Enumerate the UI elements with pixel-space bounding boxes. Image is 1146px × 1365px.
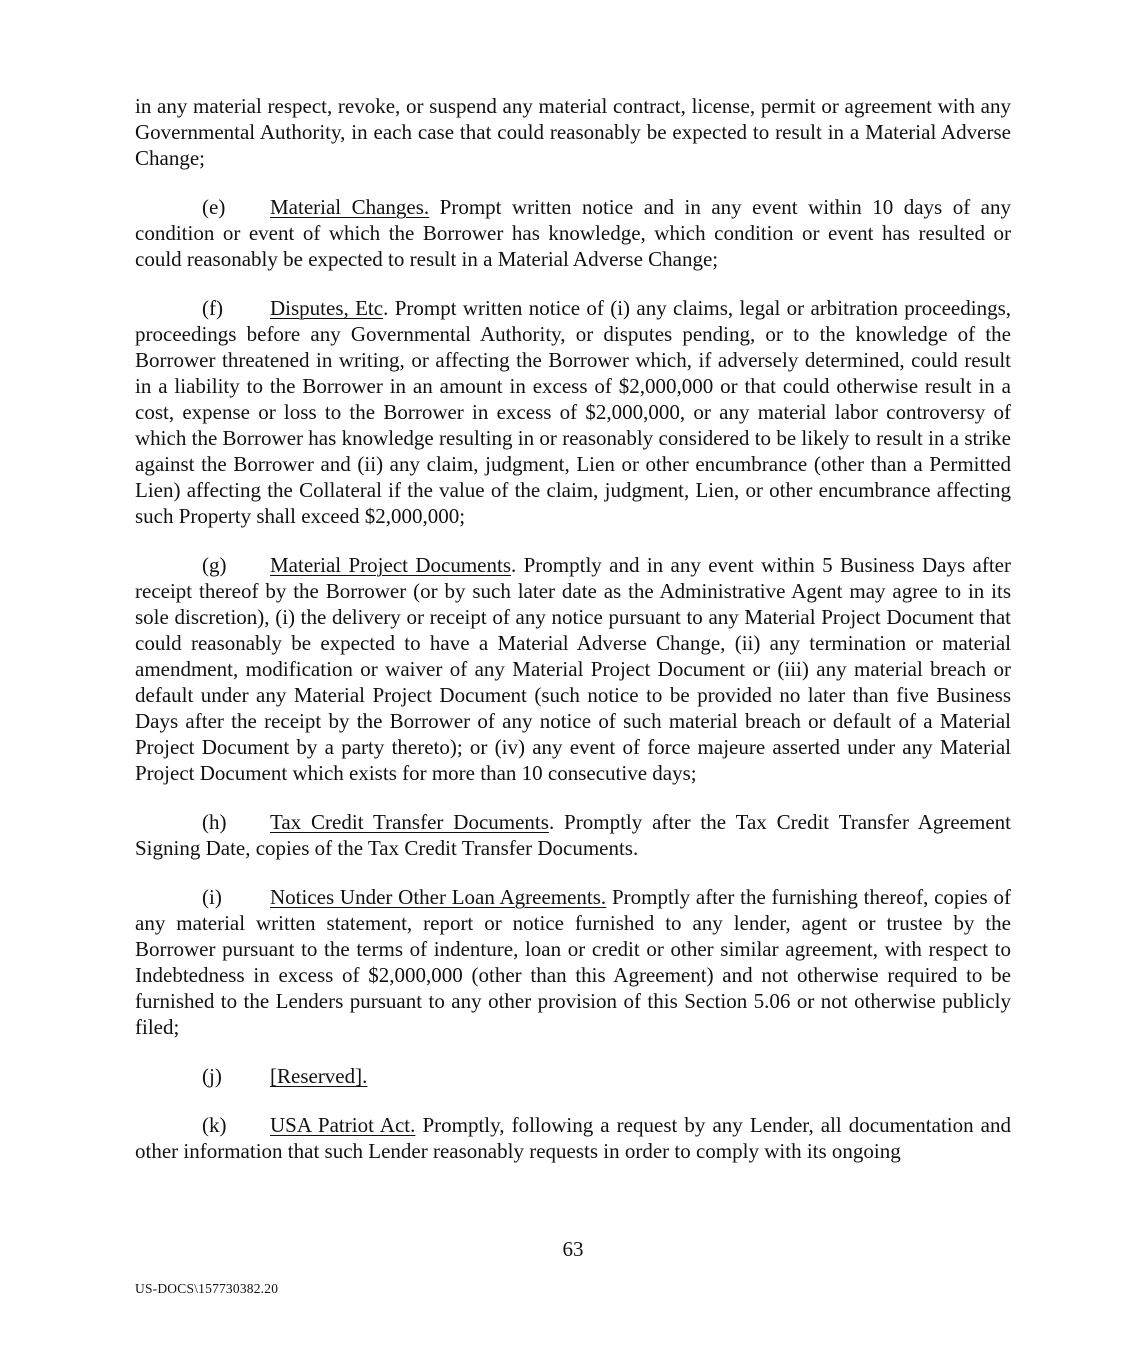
section-h [135,809,1011,861]
section-body: . Promptly and in any event within 5 Business Days after receipt thereof by the Borrower (or by such later date as the Administrative Agent may agree to in its sole discretion), (i) the delivery or receipt of any notice pursuant to any Material Project Document that could reasonably be expected to have a Material Adverse Change, (ii) any termination or material amendment, modification or waiver of any Material Project Document or (iii) any material breach or default under any Material Project Document (such notice to be provided no later than five Business Days after the receipt by the Borrower of any notice of such material breach or default of a Material Project Document by a party thereto); or (iv) any event of force majeure asserted under any Material Project Document which exists for more than 10 consecutive days; [135,553,1011,785]
section-label: (g) [202,553,227,577]
section-body: . Promptly after the Tax Credit Transfer Agreement Signing Date, copies of the Tax Credit Transfer Documents. [135,810,1011,860]
section-label: (k) [202,1113,227,1137]
section-heading: USA Patriot Act. [270,1113,416,1137]
section-label: (e) [202,195,226,219]
document-body [135,93,1011,1187]
page-number: 63 [562,1237,584,1261]
document-id: US-DOCS\157730382.20 [135,1281,279,1296]
section-body: . Prompt written notice of (i) any claims, legal or arbitration proceedings, proceedings before any Governmental Authority, or disputes pending, or to the knowledge of the Borrower threatened in writing, or affecting the Borrower which, if adversely determined, could result in a liability to the Borrower in an amount in excess of $2,000,000 or that could otherwise result in a cost, expense or loss to the Borrower in excess of $2,000,000, or any material labor controversy of which the Borrower has knowledge resulting in or reasonably considered to be likely to result in a strike against the Borrower and (ii) any claim, judgment, Lien or other encumbrance (other than a Permitted Lien) affecting the Collateral if the value of the claim, judgment, Lien, or other encumbrance affecting such Property shall exceed $2,000,000; [135,296,1012,528]
section-f [135,295,1011,529]
section-label: (h) [202,810,227,834]
section-heading: Material Changes. [270,195,430,219]
section-body: Prompt written notice and in any event within 10 days of any condition or event of which the Borrower has knowledge, which condition or event has resulted or could reasonably be expected to result in a Material Adverse Change; [135,195,1011,271]
section-heading: Material Project Documents [270,553,511,577]
section-i [135,884,1011,1040]
section-k [135,1112,1011,1164]
section-heading: Notices Under Other Loan Agreements. [270,885,607,909]
section-e [135,194,1011,272]
section-g [135,552,1011,786]
section-j [135,1063,1011,1089]
section-heading: Tax Credit Transfer Documents [270,810,549,834]
section-heading: Disputes, Etc [270,296,384,320]
section-body: Promptly, following a request by any Lender, all documentation and other information that such Lender reasonably requests in order to comply with its ongoing [135,1113,1011,1163]
section-body: Promptly after the furnishing thereof, copies of any material written statement, report or notice furnished to any lender, agent or trustee by the Borrower pursuant to the terms of indenture, loan or credit or other similar agreement, with respect to Indebtedness in excess of $2,000,000 (other than this Agreement) and not otherwise required to be furnished to the Lenders pursuant to any other provision of this Section 5.06 or not otherwise publicly filed; [135,885,1011,1039]
section-label: (f) [202,296,223,320]
section-label: (j) [202,1064,222,1088]
continuation-paragraph: in any material respect, revoke, or suspend any material contract, license, permit or agreement with any Governmental Authority, in each case that could reasonably be expected to result in a Material Adverse Change; [135,94,1011,170]
section-label: (i) [202,885,222,909]
section-heading: [Reserved]. [270,1064,368,1088]
